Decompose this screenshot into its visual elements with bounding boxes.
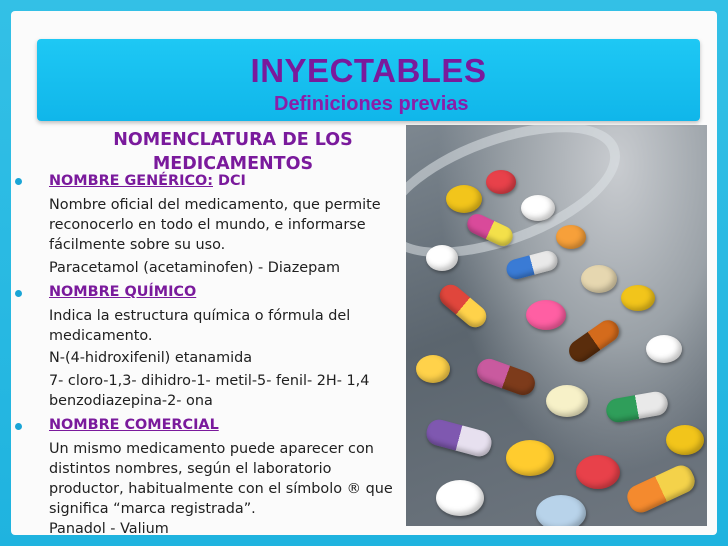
item-label-generic <box>49 171 246 191</box>
slide-title: INYECTABLES <box>250 52 487 89</box>
section-heading <box>73 128 393 176</box>
item-line: 7- cloro-1,3- dihidro-1- metil-5- fenil- 2H- 1,4 <box>49 373 370 389</box>
item-line: N-(4-hidroxifenil) etanamida <box>49 350 253 366</box>
pills-photo <box>406 125 707 526</box>
item-label-chemical <box>49 282 196 302</box>
item-line: Paracetamol (acetaminofen) - Diazepam <box>49 260 341 276</box>
section-heading-line-2: MEDICAMENTOS <box>152 154 314 174</box>
item-label-suffix: DCI <box>213 173 246 189</box>
item-label-text: NOMBRE QUÍMICO <box>49 284 197 300</box>
bullet-icon <box>15 423 22 430</box>
item-label-text: NOMBRE COMERCIAL <box>49 417 219 433</box>
item-label-text: NOMBRE GENÉRICO: <box>49 173 213 189</box>
item-label-commercial <box>49 415 219 435</box>
item-line: reconocerlo en todo el mundo, e informarse <box>49 217 366 233</box>
item-line: Nombre oficial del medicamento, que permite <box>49 197 381 213</box>
section-heading-line-1: NOMENCLATURA DE LOS <box>113 130 353 150</box>
bullet-icon <box>15 178 22 185</box>
item-line: benzodiazepina-2- ona <box>49 393 213 409</box>
bullet-icon <box>15 290 22 297</box>
slide <box>11 11 717 535</box>
item-line: fácilmente sobre su uso. <box>49 237 226 253</box>
item-line: Un mismo medicamento puede aparecer con <box>49 441 374 457</box>
title-bar <box>37 39 700 121</box>
item-line: Indica la estructura química o fórmula del <box>49 308 351 324</box>
item-line: productor, habitualmente con el símbolo ® que <box>49 481 393 497</box>
item-line: Panadol - Valium <box>49 521 169 535</box>
item-line: distintos nombres, según el laboratorio <box>49 461 332 477</box>
item-line: medicamento. <box>49 328 153 344</box>
item-line: significa “marca registrada”. <box>49 501 256 517</box>
slide-subtitle: Definiciones previas <box>274 93 469 115</box>
